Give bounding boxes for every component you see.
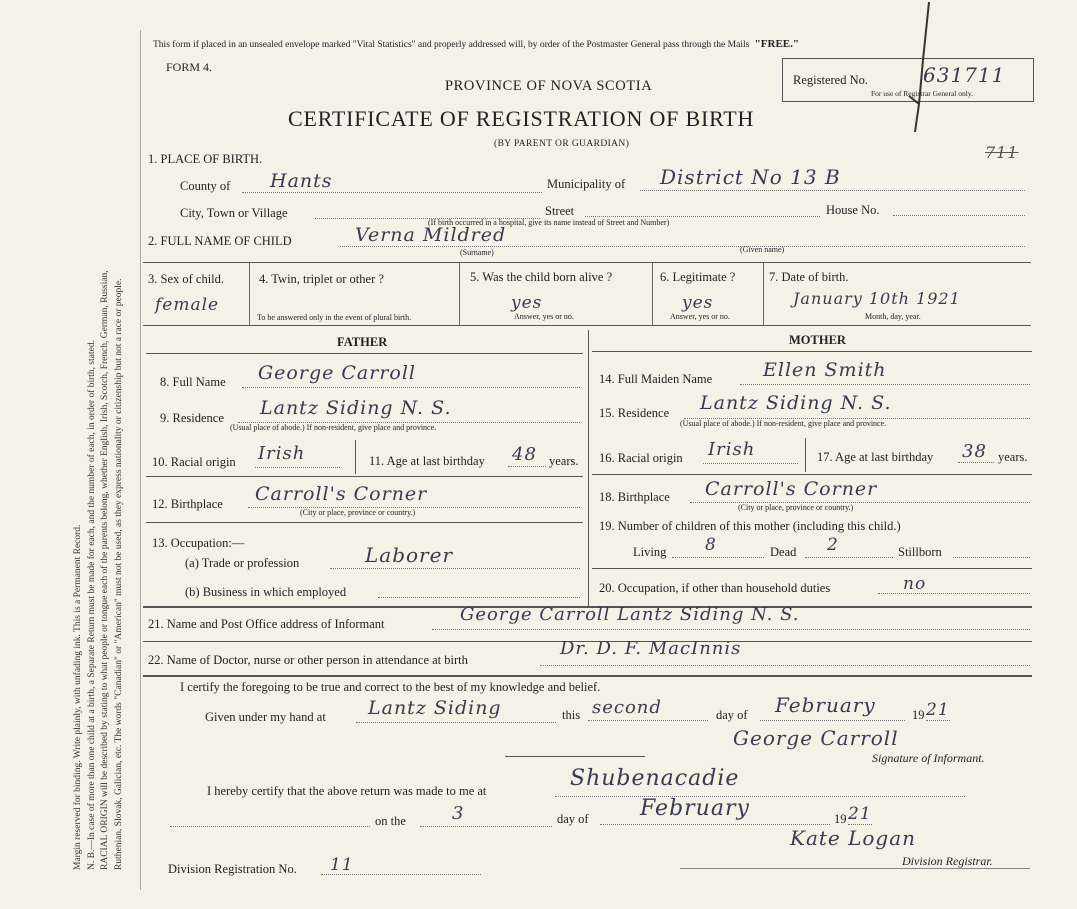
registrar-signature-label: Division Registrar. (902, 854, 993, 868)
mother-occupation-label: 20. Occupation, if other than household duties (599, 581, 831, 595)
mother-heading-rule (592, 351, 1032, 352)
mother-racial-label: 16. Racial origin (599, 451, 683, 465)
margin-note-3: RACIAL ORIGIN will be described by stating to what people or tongue each of the parents belong, whether English, Irish, Scotch, French, German, Russian, (100, 270, 110, 870)
business-label: (b) Business in which employed (185, 585, 347, 599)
mother-age-value: 38 (962, 441, 987, 462)
mother-racial-value: Irish (708, 439, 756, 460)
registrar-year-value: 21 (848, 804, 872, 824)
registrar-rule (680, 868, 1030, 869)
twin-box (249, 263, 460, 325)
certificate-title: CERTIFICATE OF REGISTRATION OF BIRTH (288, 106, 755, 131)
born-alive-box (459, 263, 653, 325)
this-label: this (562, 708, 581, 722)
father-residence-label: 9. Residence (160, 411, 224, 425)
division-label: Division Registration No. (168, 862, 297, 876)
division-value: 11 (330, 855, 354, 875)
father-racial-line (255, 467, 340, 468)
province-title: PROVINCE OF NOVA SCOTIA (445, 78, 653, 94)
father-heading: FATHER (337, 335, 388, 349)
registered-label: Registered No. (793, 73, 868, 87)
mail-note-text: This form if placed in an unsealed envelope marked "Vital Statistics" and properly addressed will, by order of the Postmaster General pass through the Mails (153, 40, 750, 50)
corner-number: 711 (985, 143, 1019, 162)
father-heading-rule (146, 353, 583, 354)
doctor-label: 22. Name of Doctor, nurse or other person in attendance at birth (148, 653, 468, 667)
registrar-day-of-label: day of (557, 812, 589, 826)
certify-statement: I certify the foregoing to be true and correct to the best of my knowledge and belief. (180, 680, 601, 694)
mother-row-rule (592, 474, 1032, 475)
father-name-value: George Carroll (258, 362, 417, 384)
mother-age-years: years. (998, 450, 1028, 464)
living-label: Living (633, 545, 667, 559)
day-value: second (592, 697, 662, 718)
mother-row-rule-2 (592, 568, 1032, 569)
registrar-statement: I hereby certify that the above return was made to me at (207, 784, 487, 798)
dead-line (805, 557, 893, 558)
day-of-label: day of (716, 708, 748, 722)
child-name-value: Verna Mildred (355, 224, 507, 246)
birth-date-note: Month, day, year. (865, 312, 921, 321)
given-label: Given under my hand at (205, 710, 326, 724)
father-residence-value: Lantz Siding N. S. (260, 397, 452, 419)
legitimate-label: 6. Legitimate ? (660, 270, 736, 284)
registrar-month-value: February (640, 796, 750, 821)
child-name-line (340, 246, 1025, 247)
father-name-line (242, 387, 580, 388)
city-label: City, Town or Village (180, 206, 288, 220)
birth-date-box (763, 263, 1031, 325)
month-line (760, 720, 905, 721)
mother-name-line (740, 384, 1030, 385)
mother-heading: MOTHER (789, 333, 846, 347)
registrar-day-line (420, 826, 552, 827)
business-line (378, 597, 580, 598)
father-birthplace-note: (City or place, province or country.) (300, 508, 416, 517)
signature-rule-left (505, 756, 645, 757)
mother-birthplace-label: 18. Birthplace (599, 490, 670, 504)
father-age-years: years. (549, 454, 579, 468)
registrar-day-value: 3 (452, 803, 465, 824)
mother-birthplace-note: (City or place, province or country.) (738, 503, 854, 512)
given-place-line (356, 722, 556, 723)
registrar-year-line (848, 824, 872, 825)
year-value: 21 (926, 700, 950, 720)
father-age-line (508, 466, 546, 467)
registrar-leader-line (170, 826, 370, 827)
column-divider (588, 330, 589, 608)
legitimate-note: Answer, yes or no. (670, 312, 730, 321)
dead-label: Dead (770, 545, 797, 559)
county-label: County of (180, 179, 231, 193)
father-row-rule-2 (146, 522, 583, 523)
place-section-label: 1. PLACE OF BIRTH. (148, 152, 263, 166)
on-the-label: on the (375, 814, 406, 828)
mother-occupation-value: no (903, 574, 927, 594)
free-label: "FREE." (754, 38, 799, 50)
trade-label: (a) Trade or profession (185, 556, 300, 570)
informant-signature: George Carroll (733, 726, 899, 750)
given-name-note: (Given name) (740, 245, 785, 254)
father-age-label: 11. Age at last birthday (369, 454, 485, 468)
sex-box (143, 263, 250, 325)
living-value: 8 (705, 535, 717, 555)
trade-value: Laborer (365, 543, 454, 567)
born-alive-label: 5. Was the child born alive ? (470, 270, 613, 284)
living-line (672, 557, 764, 558)
birth-date-value: January 10th 1921 (793, 289, 961, 308)
municipality-value: District No 13 B (660, 165, 841, 189)
father-birthplace-value: Carroll's Corner (255, 483, 428, 505)
informant-line (432, 629, 1030, 630)
twin-label: 4. Twin, triplet or other ? (259, 272, 384, 286)
father-birthplace-label: 12. Birthplace (152, 497, 223, 511)
day-line (588, 720, 708, 721)
father-racial-divider (355, 440, 356, 474)
registered-number: 631711 (923, 63, 1006, 87)
doctor-rule (143, 675, 1032, 677)
month-value: February (775, 693, 876, 717)
twin-note: To be answered only in the event of plural birth. (257, 313, 412, 322)
margin-notes (72, 40, 132, 880)
legitimate-value: yes (682, 293, 714, 313)
doctor-value: Dr. D. F. MacInnis (560, 638, 742, 659)
mother-name-value: Ellen Smith (763, 359, 887, 381)
house-label: House No. (826, 203, 880, 217)
child-name-label: 2. FULL NAME OF CHILD (148, 234, 292, 248)
mother-residence-value: Lantz Siding N. S. (700, 392, 892, 414)
father-residence-note: (Usual place of abode.) If non-resident, give place and province. (230, 423, 437, 432)
registered-note: For use of Registrar General only. (871, 89, 973, 98)
mother-residence-label: 15. Residence (599, 406, 670, 420)
mother-racial-line (703, 463, 798, 464)
registrar-place-value: Shubenacadie (570, 766, 740, 791)
children-count-label: 19. Number of children of this mother (including this child.) (599, 519, 901, 533)
certificate-subtitle: (BY PARENT OR GUARDIAN) (494, 139, 630, 149)
mother-name-label: 14. Full Maiden Name (599, 372, 713, 386)
father-row-rule (146, 476, 583, 477)
mother-racial-divider (805, 438, 806, 472)
stillborn-label: Stillborn (898, 545, 942, 559)
county-line (242, 192, 542, 193)
father-name-label: 8. Full Name (160, 375, 226, 389)
registrar-year-prefix: 19 (834, 812, 847, 826)
doctor-line (540, 665, 1030, 666)
mother-age-line (958, 462, 994, 463)
mother-age-label: 17. Age at last birthday (817, 450, 934, 464)
margin-divider (140, 30, 141, 890)
signature-label: Signature of Informant. (872, 751, 985, 765)
house-line (893, 215, 1025, 216)
registrar-month-line (600, 824, 830, 825)
margin-note-2: N. B.—In case of more than one child at a birth, a Separate Return must be made for each, and the number of each, in order of birth, stated. (86, 340, 97, 870)
father-age-value: 48 (512, 444, 537, 465)
dead-value: 2 (827, 535, 839, 555)
born-alive-value: yes (511, 293, 543, 313)
margin-note-4: Ruthenian, Slovak, Galician, etc. The words "Canadian" or "American" must not be used, as they express nationality or citizenship but not a race or people. (113, 278, 124, 870)
street-line (585, 216, 820, 217)
mother-occupation-line (878, 593, 1030, 594)
form-number: FORM 4. (166, 60, 213, 74)
legitimate-box (652, 263, 764, 325)
mail-note (153, 38, 799, 50)
father-occupation-label: 13. Occupation:— (152, 536, 245, 550)
margin-note (72, 10, 126, 870)
father-racial-value: Irish (258, 443, 306, 464)
informant-label: 21. Name and Post Office address of Informant (148, 617, 385, 631)
registrar-signature: Kate Logan (790, 826, 917, 850)
informant-value: George Carroll Lantz Siding N. S. (460, 604, 800, 625)
registrar-check-mark (905, 0, 931, 136)
street-label: Street (545, 204, 575, 218)
born-alive-note: Answer, yes or no. (514, 312, 574, 321)
municipality-label: Municipality of (547, 177, 626, 191)
child-details-grid (143, 262, 1031, 326)
birth-date-label: 7. Date of birth. (769, 270, 849, 284)
stillborn-line (953, 557, 1030, 558)
registrar-place-line (555, 796, 965, 797)
year-prefix: 19 (912, 708, 925, 722)
hospital-note: (If birth occurred in a hospital, give its name instead of Street and Number) (428, 218, 670, 227)
municipality-line (640, 190, 1025, 191)
sex-value: female (155, 295, 220, 315)
mother-birthplace-value: Carroll's Corner (705, 478, 878, 500)
year-line (926, 720, 950, 721)
surname-note: (Surname) (460, 248, 494, 257)
mother-residence-note: (Usual place of abode.) If non-resident, give place and province. (680, 419, 887, 428)
margin-note-1: Margin reserved for binding. Write plainly, with unfading ink. This is a Permanent Record. (73, 524, 83, 870)
father-racial-label: 10. Racial origin (152, 455, 236, 469)
sex-label: 3. Sex of child. (148, 272, 225, 286)
given-place-value: Lantz Siding (368, 697, 502, 719)
county-value: Hants (270, 170, 333, 192)
trade-line (330, 568, 580, 569)
